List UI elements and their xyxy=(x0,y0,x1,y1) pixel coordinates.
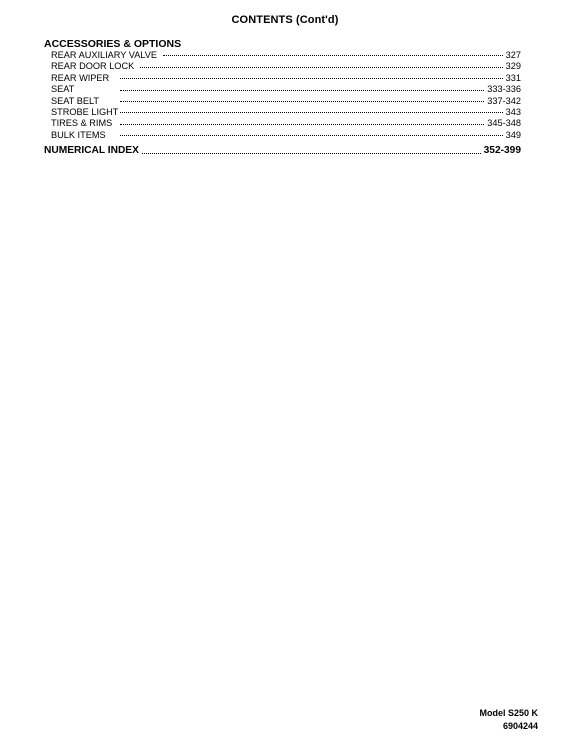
numerical-index-entry[interactable] xyxy=(44,145,521,157)
toc-entry-label: SEAT xyxy=(51,84,75,95)
dot-leader xyxy=(163,55,503,56)
toc-entry[interactable] xyxy=(51,96,521,107)
dot-leader xyxy=(120,112,503,113)
toc-entry[interactable] xyxy=(51,84,521,95)
model-label: Model S250 K xyxy=(479,708,538,718)
toc-entry-label: STROBE LIGHT xyxy=(51,106,119,117)
numerical-index-pages: 352-399 xyxy=(483,145,521,156)
toc-entry-pages: 337-342 xyxy=(487,95,521,106)
toc-entry[interactable] xyxy=(51,61,521,72)
toc-entry-label: SEAT BELT xyxy=(51,95,99,106)
toc-entry-pages: 333-336 xyxy=(487,84,521,95)
toc-entry-label: TIRES & RIMS xyxy=(51,118,113,129)
toc-entry-pages: 343 xyxy=(505,106,521,117)
toc-entry-label: BULK ITEMS xyxy=(51,129,106,140)
toc-entry-pages: 331 xyxy=(505,72,521,83)
toc-entry-pages: 329 xyxy=(505,61,521,72)
dot-leader xyxy=(120,124,484,125)
toc-entry-label: REAR WIPER xyxy=(51,72,110,83)
toc-entry[interactable] xyxy=(51,118,521,129)
page-footer xyxy=(479,707,538,732)
toc-entry-label: REAR DOOR LOCK xyxy=(51,61,135,72)
section-heading: ACCESSORIES & OPTIONS xyxy=(44,38,182,50)
toc-entry-pages: 345-348 xyxy=(487,118,521,129)
numerical-index-label: NUMERICAL INDEX xyxy=(44,145,139,156)
toc-entry[interactable] xyxy=(51,130,521,141)
toc-entry[interactable] xyxy=(51,50,521,61)
dot-leader xyxy=(120,90,484,91)
toc-list xyxy=(51,50,521,141)
dot-leader xyxy=(140,67,502,68)
dot-leader xyxy=(142,153,481,154)
dot-leader xyxy=(120,135,503,136)
dot-leader xyxy=(120,101,484,102)
part-number: 6904244 xyxy=(502,720,538,731)
dot-leader xyxy=(120,78,503,79)
toc-entry-pages: 327 xyxy=(505,50,521,60)
toc-entry-pages: 349 xyxy=(505,129,521,140)
toc-entry[interactable] xyxy=(51,73,521,84)
page-title: CONTENTS (Cont'd) xyxy=(231,14,339,26)
toc-entry-label: REAR AUXILIARY VALVE xyxy=(51,50,158,60)
toc-entry[interactable] xyxy=(51,107,521,118)
